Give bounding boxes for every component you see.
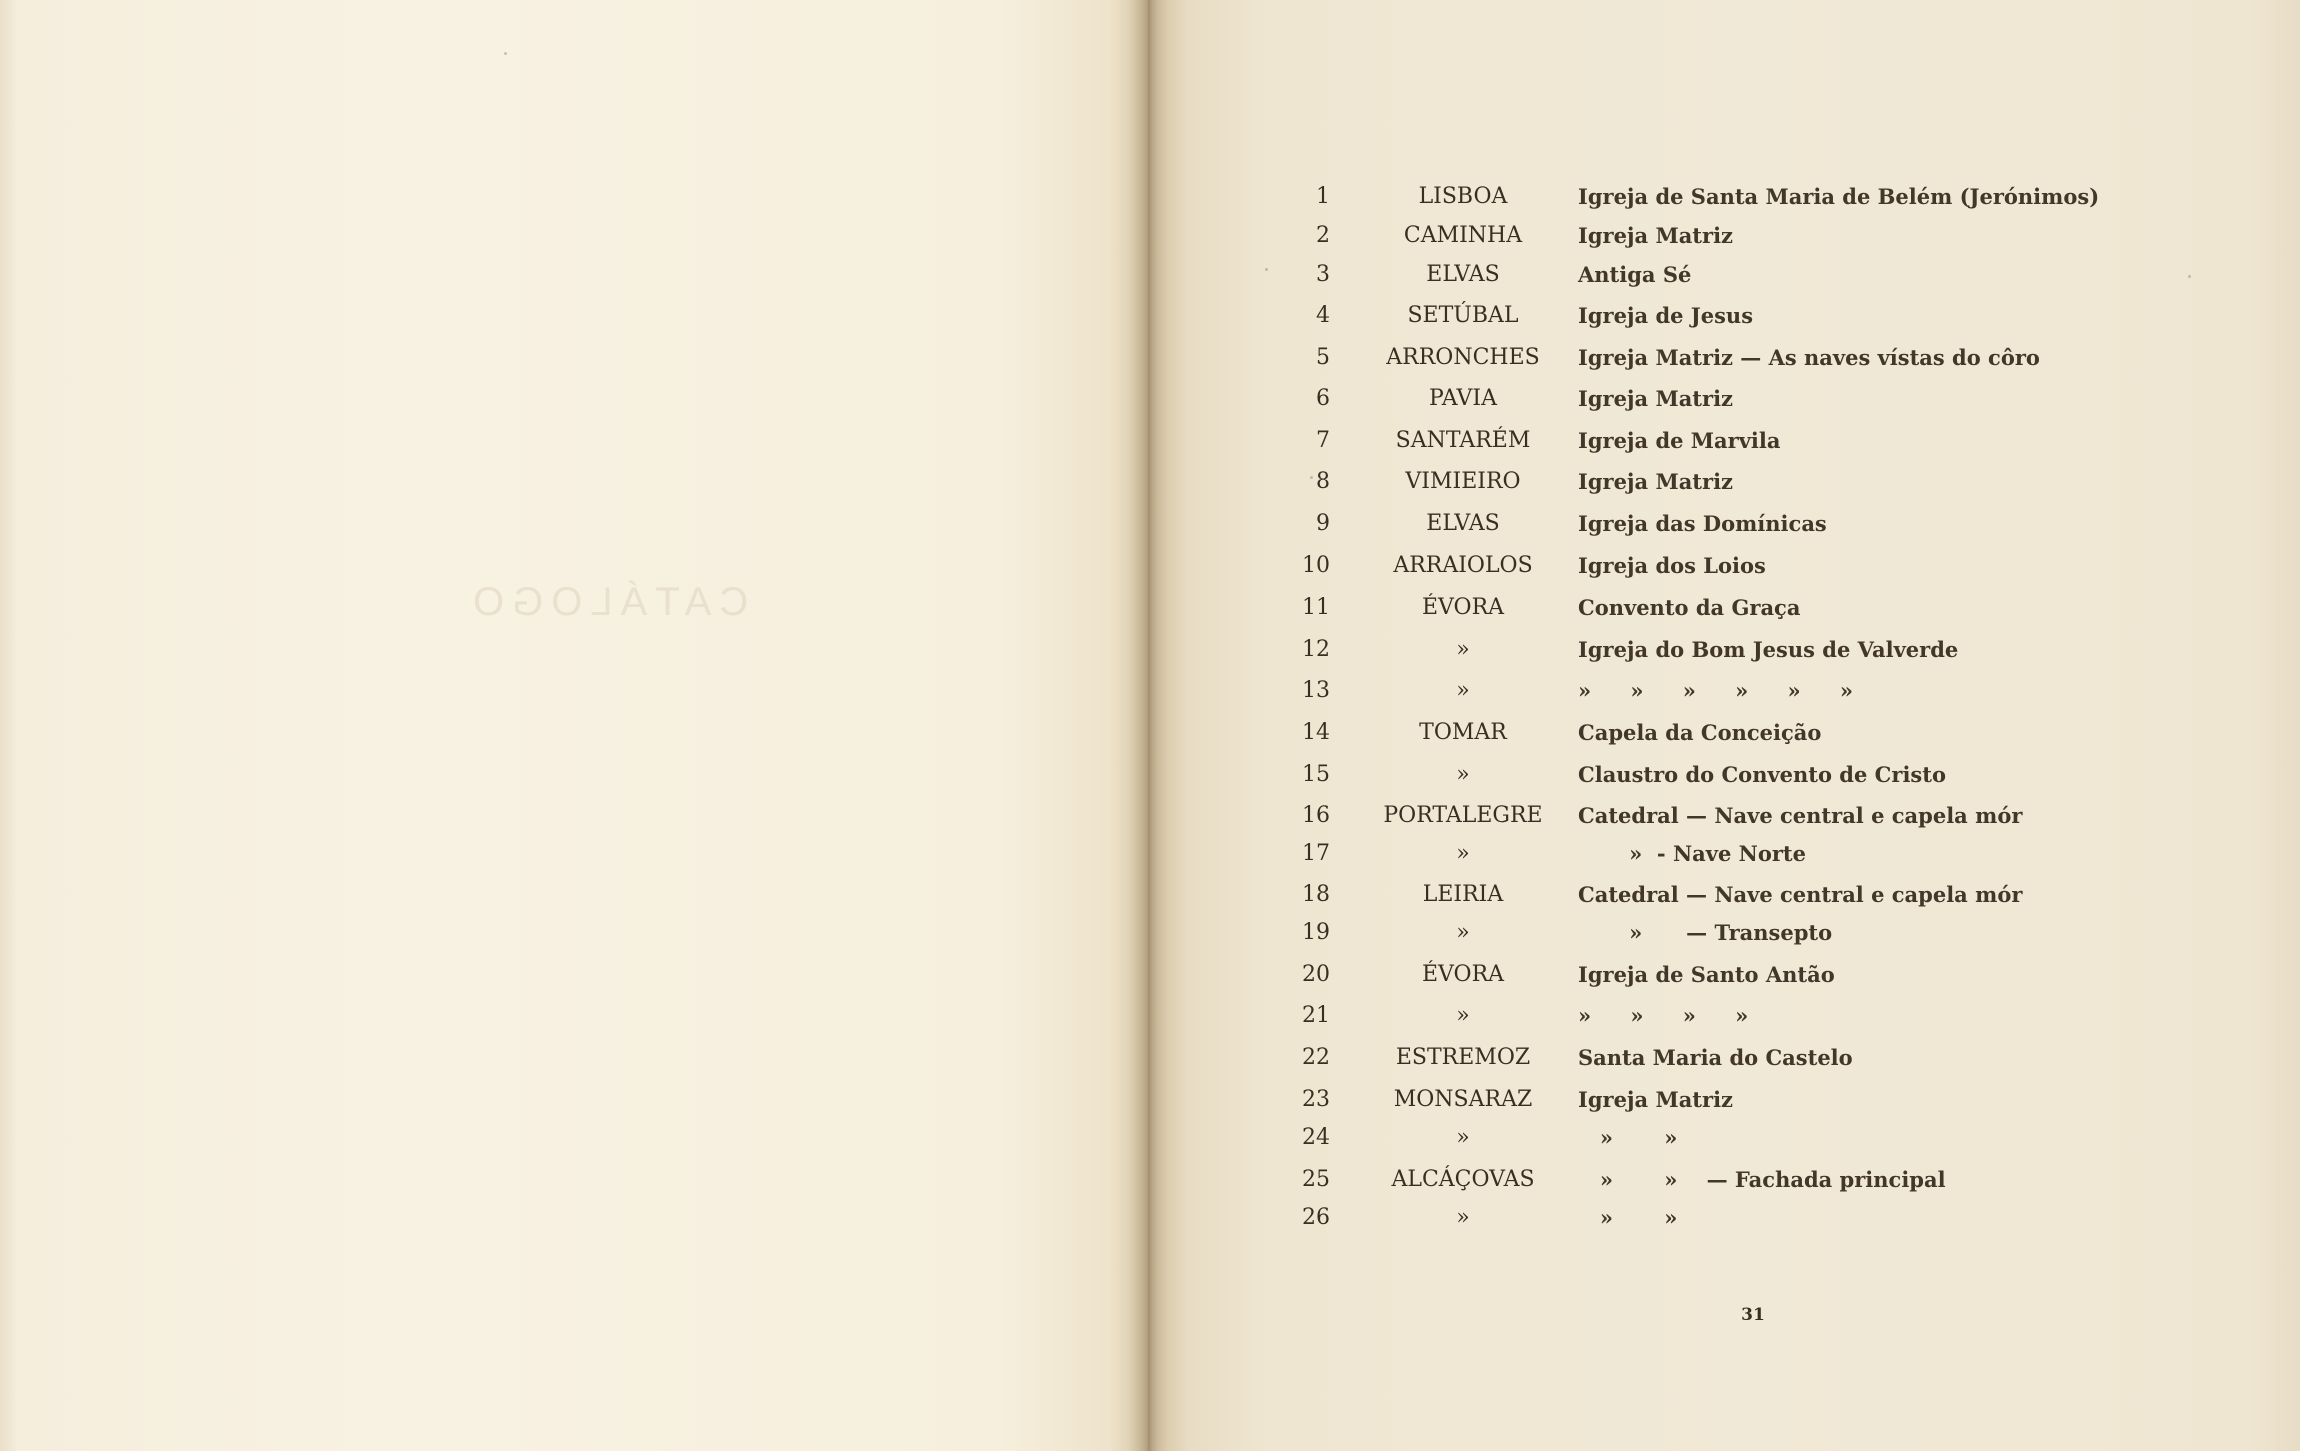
entry-number: 7 [1316,428,1330,453]
entry-place: ARRAIOLOS [1393,553,1533,578]
entry-number: 25 [1302,1167,1330,1192]
entry-place: » [1456,1125,1470,1150]
catalog-list [1148,0,2300,1451]
entry-description: » - Nave Norte [1578,841,1806,866]
entry-description: » » » » » » [1578,678,1855,703]
entry-place: VIMIEIRO [1405,469,1521,494]
entry-description: Igreja das Domínicas [1578,511,1827,536]
entry-description: Igreja de Marvila [1578,428,1781,453]
entry-place: TOMAR [1419,720,1507,745]
left-page [0,0,1148,1451]
entry-number: 17 [1302,841,1330,866]
entry-place: ALCÁÇOVAS [1391,1167,1535,1192]
entry-number: 1 [1316,184,1330,209]
entry-description: Igreja do Bom Jesus de Valverde [1578,637,1959,662]
entry-description: » — Transepto [1578,920,1833,945]
entry-number: 18 [1302,882,1330,907]
entry-place: » [1456,762,1470,787]
entry-description: Claustro do Convento de Cristo [1578,762,1946,787]
entry-place: MONSARAZ [1393,1087,1533,1112]
entry-description: Igreja Matriz — As naves vístas do côro [1578,345,2040,370]
entry-place: PAVIA [1428,386,1498,411]
entry-description: » » [1578,1205,1678,1230]
entry-place: » [1456,678,1470,703]
entry-description: Igreja de Jesus [1578,303,1754,328]
entry-number: 24 [1302,1125,1330,1150]
entry-number: 22 [1302,1045,1330,1070]
entry-place: ESTREMOZ [1395,1045,1531,1070]
entry-place: ARRONCHES [1386,345,1540,370]
entry-place: PORTALEGRE [1383,803,1543,828]
entry-number: 16 [1302,803,1330,828]
entry-number: 3 [1316,262,1330,287]
entry-number: 5 [1316,345,1330,370]
entry-number: 23 [1302,1087,1330,1112]
entry-description: Catedral — Nave central e capela mór [1578,803,2023,828]
entry-description: Igreja dos Loios [1578,553,1766,578]
entry-description: Igreja de Santa Maria de Belém (Jerónimos) [1578,184,2100,209]
entry-place: » [1456,637,1470,662]
entry-number: 14 [1302,720,1330,745]
entry-number: 8 [1316,469,1330,494]
entry-place: LISBOA [1418,184,1508,209]
entry-description: Convento da Graça [1578,595,1801,620]
entry-place: SANTARÉM [1395,428,1531,453]
entry-description: Igreja Matriz [1578,223,1733,248]
bleed-through-text: CATÁLOGO [465,580,749,624]
entry-number: 19 [1302,920,1330,945]
paper-speck [504,52,507,55]
entry-description: » » » » [1578,1003,1751,1028]
entry-place: » [1456,1003,1470,1028]
entry-number: 9 [1316,511,1330,536]
entry-number: 20 [1302,962,1330,987]
entry-number: 6 [1316,386,1330,411]
entry-number: 21 [1302,1003,1330,1028]
entry-place: CAMINHA [1403,223,1523,248]
entry-place: ÉVORA [1421,595,1505,620]
entry-description: Igreja Matriz [1578,469,1733,494]
entry-number: 26 [1302,1205,1330,1230]
entry-place: ELVAS [1426,262,1500,287]
entry-number: 10 [1302,553,1330,578]
entry-description: » » — Fachada principal [1578,1167,1946,1192]
entry-number: 4 [1316,303,1330,328]
entry-place: ÉVORA [1421,962,1505,987]
entry-description: Igreja Matriz [1578,386,1733,411]
page-number: 31 [1741,1305,1765,1325]
entry-number: 15 [1302,762,1330,787]
entry-description: » » [1578,1125,1678,1150]
entry-number: 11 [1302,595,1330,620]
entry-number: 13 [1302,678,1330,703]
entry-place: » [1456,841,1470,866]
entry-description: Catedral — Nave central e capela mór [1578,882,2023,907]
entry-description: Santa Maria do Castelo [1578,1045,1853,1070]
entry-description: Igreja de Santo Antão [1578,962,1835,987]
entry-place: SETÚBAL [1407,303,1519,328]
entry-description: Capela da Conceição [1578,720,1822,745]
entry-number: 12 [1302,637,1330,662]
entry-description: Antiga Sé [1578,262,1692,287]
entry-place: ELVAS [1426,511,1500,536]
entry-place: LEIRIA [1422,882,1504,907]
entry-number: 2 [1316,223,1330,248]
entry-description: Igreja Matriz [1578,1087,1733,1112]
entry-place: » [1456,1205,1470,1230]
entry-place: » [1456,920,1470,945]
